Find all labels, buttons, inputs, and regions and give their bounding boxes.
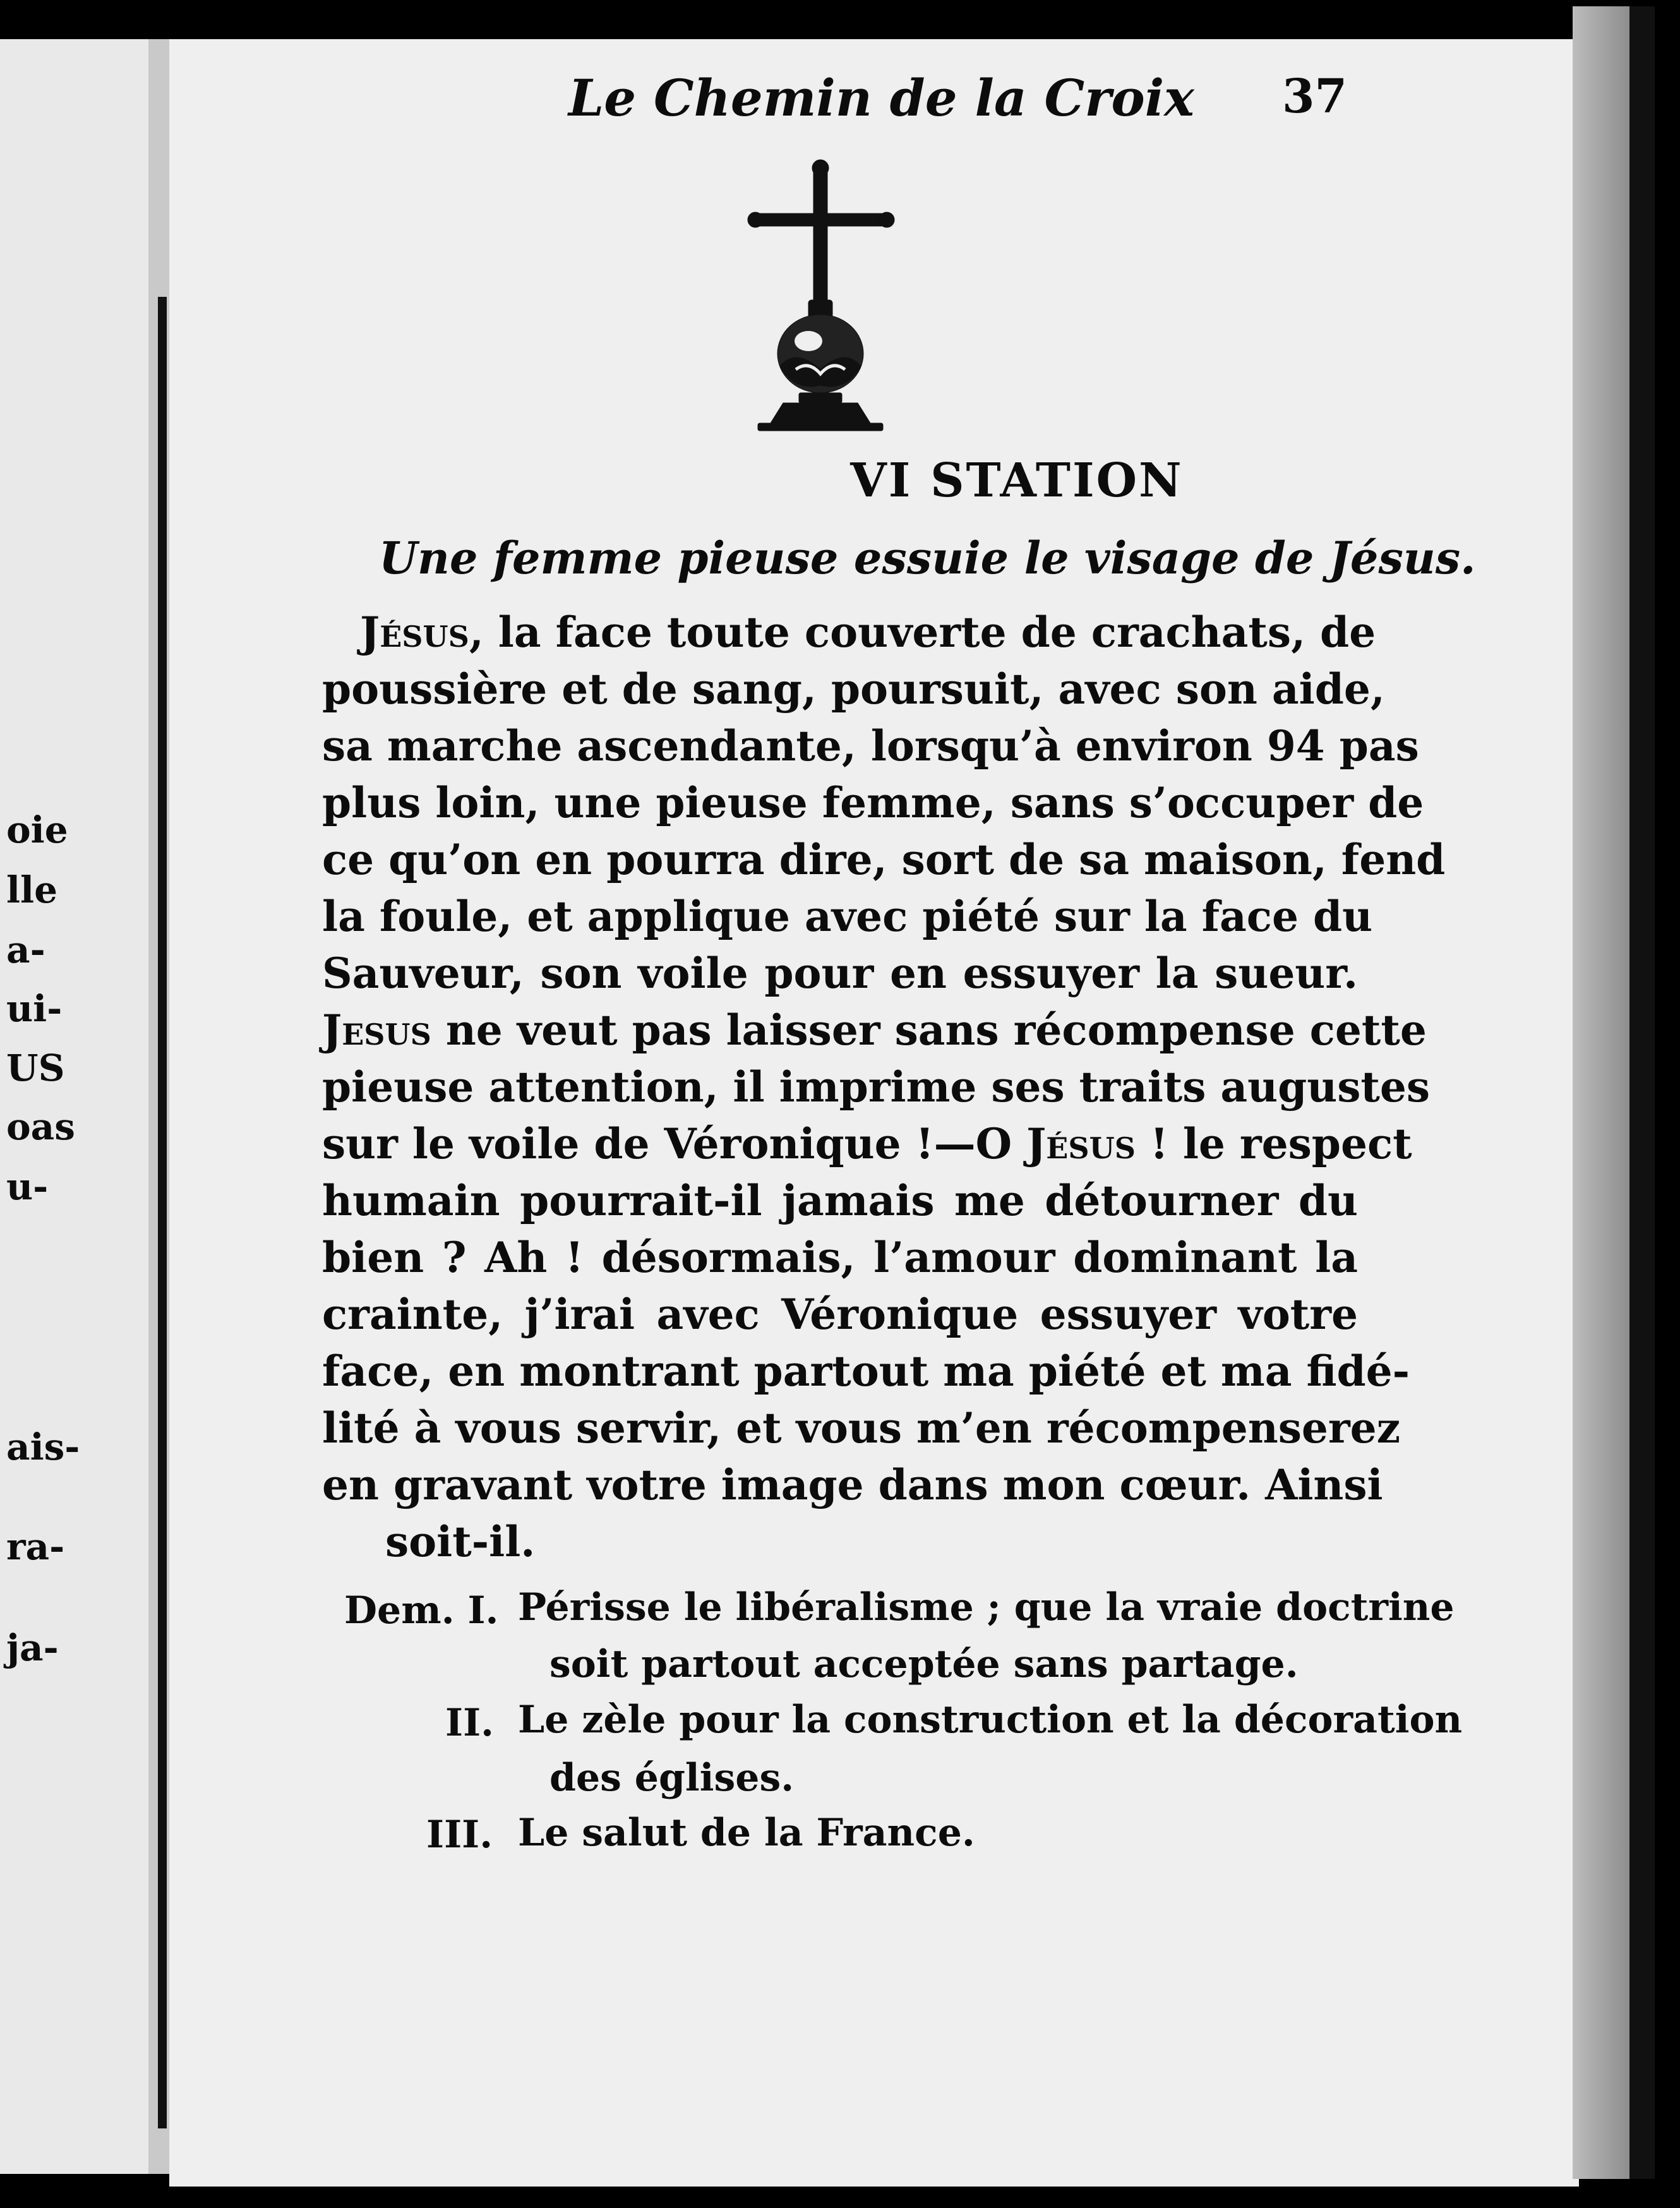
intention-text: Périsse le libéralisme ; que la vraie doctrine (518, 1585, 1455, 1629)
body-line: crainte, j’irai avec Véronique essuyer votre (322, 1290, 1358, 1339)
station-subtitle: Une femme pieuse essuie le visage de Jésus. (379, 532, 1476, 584)
intention-label: II. (445, 1701, 495, 1745)
divine-name: Jesus (322, 1005, 431, 1055)
facing-page-fragment: ja- (6, 1626, 59, 1669)
body-line: plus loin, une pieuse femme, sans s’occuper de (322, 778, 1424, 827)
divine-name: Jésus (1026, 1119, 1136, 1168)
body-line (322, 1119, 1412, 1168)
line-text: ! le respect (1135, 1119, 1412, 1168)
body-line: Sauveur, son voile pour en essuyer la sueur. (322, 949, 1358, 998)
body-line: bien ? Ah ! désormais, l’amour dominant la (322, 1233, 1358, 1282)
cross-ornament-icon (745, 158, 897, 442)
facing-page-fragment: ui- (6, 987, 63, 1030)
body-line: la foule, et applique avec piété sur la face du (322, 892, 1373, 941)
body-line: lité à vous servir, et vous m’en récompenserez (322, 1403, 1401, 1453)
intention-text: soit partout acceptée sans partage. (549, 1642, 1299, 1686)
body-line: poussière et de sang, poursuit, avec son aide, (322, 664, 1385, 714)
intention-label: Dem. I. (344, 1588, 499, 1633)
line-text: ne veut pas laisser sans récompense cette (431, 1005, 1427, 1055)
station-title: VI STATION (850, 453, 1184, 508)
facing-page-fragment: ra- (6, 1525, 65, 1568)
facing-page-fragment: a- (6, 928, 45, 971)
intention-label: III. (426, 1813, 493, 1857)
page-edge-shadow (1573, 6, 1629, 2179)
body-line: humain pourrait-il jamais me détourner du (322, 1176, 1358, 1225)
running-head: Le Chemin de la Croix (568, 68, 1194, 128)
body-line (360, 608, 1376, 657)
intention-text: Le salut de la France. (518, 1811, 975, 1855)
facing-page-fragment: oas (6, 1105, 75, 1148)
line-text: sur le voile de Véronique !—O (322, 1119, 1027, 1168)
body-line: soit-il. (385, 1517, 536, 1566)
facing-page-fragment: lle (6, 868, 57, 911)
line-text: la face toute couverte de crachats, de (483, 608, 1376, 657)
body-line: en gravant votre image dans mon cœur. Ainsi (322, 1460, 1383, 1509)
facing-page-fragment: u- (6, 1165, 49, 1208)
intention-text: des églises. (549, 1756, 795, 1800)
body-line: pieuse attention, il imprime ses traits augustes (322, 1062, 1431, 1112)
facing-page-fragment: ais- (6, 1425, 80, 1468)
body-line: face, en montrant partout ma piété et ma fidé- (322, 1347, 1410, 1396)
page-number: 37 (1282, 69, 1347, 124)
facing-page-fragment: oie (6, 808, 68, 851)
intention-text: Le zèle pour la construction et la décoration (518, 1698, 1463, 1742)
body-line: ce qu’on en pourra dire, sort de sa maison, fend (322, 835, 1446, 884)
page-edge-dark (1629, 6, 1655, 2179)
body-line (322, 1005, 1427, 1055)
facing-page-fragment: US (6, 1047, 65, 1089)
gutter-shadow-line (158, 297, 167, 2128)
body-line: sa marche ascendante, lorsqu’à environ 94 pas (322, 721, 1419, 771)
divine-name: Jésus, (360, 608, 484, 657)
